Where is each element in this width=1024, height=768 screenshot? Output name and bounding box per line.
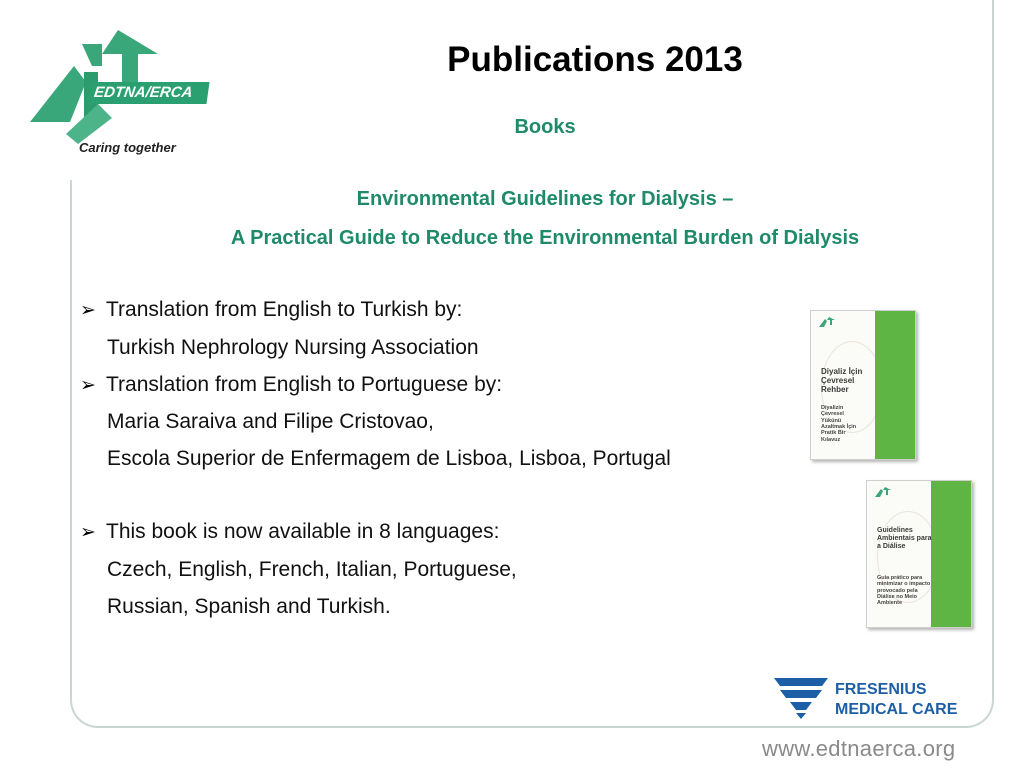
cover-logo-icon (819, 317, 839, 329)
cover-title: Guidelines Ambientais para a Diálise (877, 527, 932, 551)
logo-slogan: Caring together (79, 140, 176, 155)
cover-subtitle: Guia prático para minimizar o impacto provocado pela Diálise no Meio Ambiente (877, 575, 931, 607)
bullet-detail: Russian, Spanish and Turkish. (107, 595, 391, 618)
sponsor-name (835, 680, 957, 720)
sponsor-line1: FRESENIUS (835, 681, 927, 698)
arrow-bullet-icon: ➢ (80, 375, 96, 396)
bullet-detail: Escola Superior de Enfermagem de Lisboa, Lisboa, Portugal (107, 447, 671, 470)
bullet-item (80, 373, 502, 397)
book-title-line2: A Practical Guide to Reduce the Environmental Burden of Dialysis (230, 227, 860, 249)
bullet-detail: Maria Saraiva and Filipe Cristovao, (107, 410, 434, 433)
book-cover-portuguese (866, 480, 972, 628)
bullet-text: Translation from English to Turkish by: (106, 298, 463, 321)
book-cover-turkish (810, 310, 916, 460)
arrow-bullet-icon: ➢ (80, 522, 96, 543)
book-title-line1: Environmental Guidelines for Dialysis – (356, 188, 734, 210)
bullet-detail: Czech, English, French, Italian, Portuguese, (107, 558, 517, 581)
bullet-detail: Turkish Nephrology Nursing Association (107, 336, 479, 359)
page-title: Publications 2013 (447, 40, 743, 79)
bullet-text: Translation from English to Portuguese by: (106, 373, 503, 396)
website-url[interactable]: www.edtnaerca.org (762, 736, 956, 761)
cover-green-band (931, 481, 971, 627)
cover-subtitle: Diyalizin Çevresel Yükünü Azaltmak İçin Pratik Bir Kılavuz (821, 405, 857, 443)
sponsor-line2: MEDICAL CARE (835, 701, 958, 718)
logo-wordmark: EDTNA/ERCA (88, 82, 209, 104)
section-heading: Books (514, 116, 576, 138)
arrow-bullet-icon: ➢ (80, 300, 96, 321)
bullet-item (80, 520, 499, 544)
cover-title: Diyaliz İçin Çevresel Rehber (821, 367, 863, 395)
bullet-text: This book is now available in 8 languages: (106, 520, 500, 543)
cover-green-band (875, 311, 915, 459)
bullet-item (80, 298, 462, 322)
cover-logo-icon (875, 487, 895, 499)
